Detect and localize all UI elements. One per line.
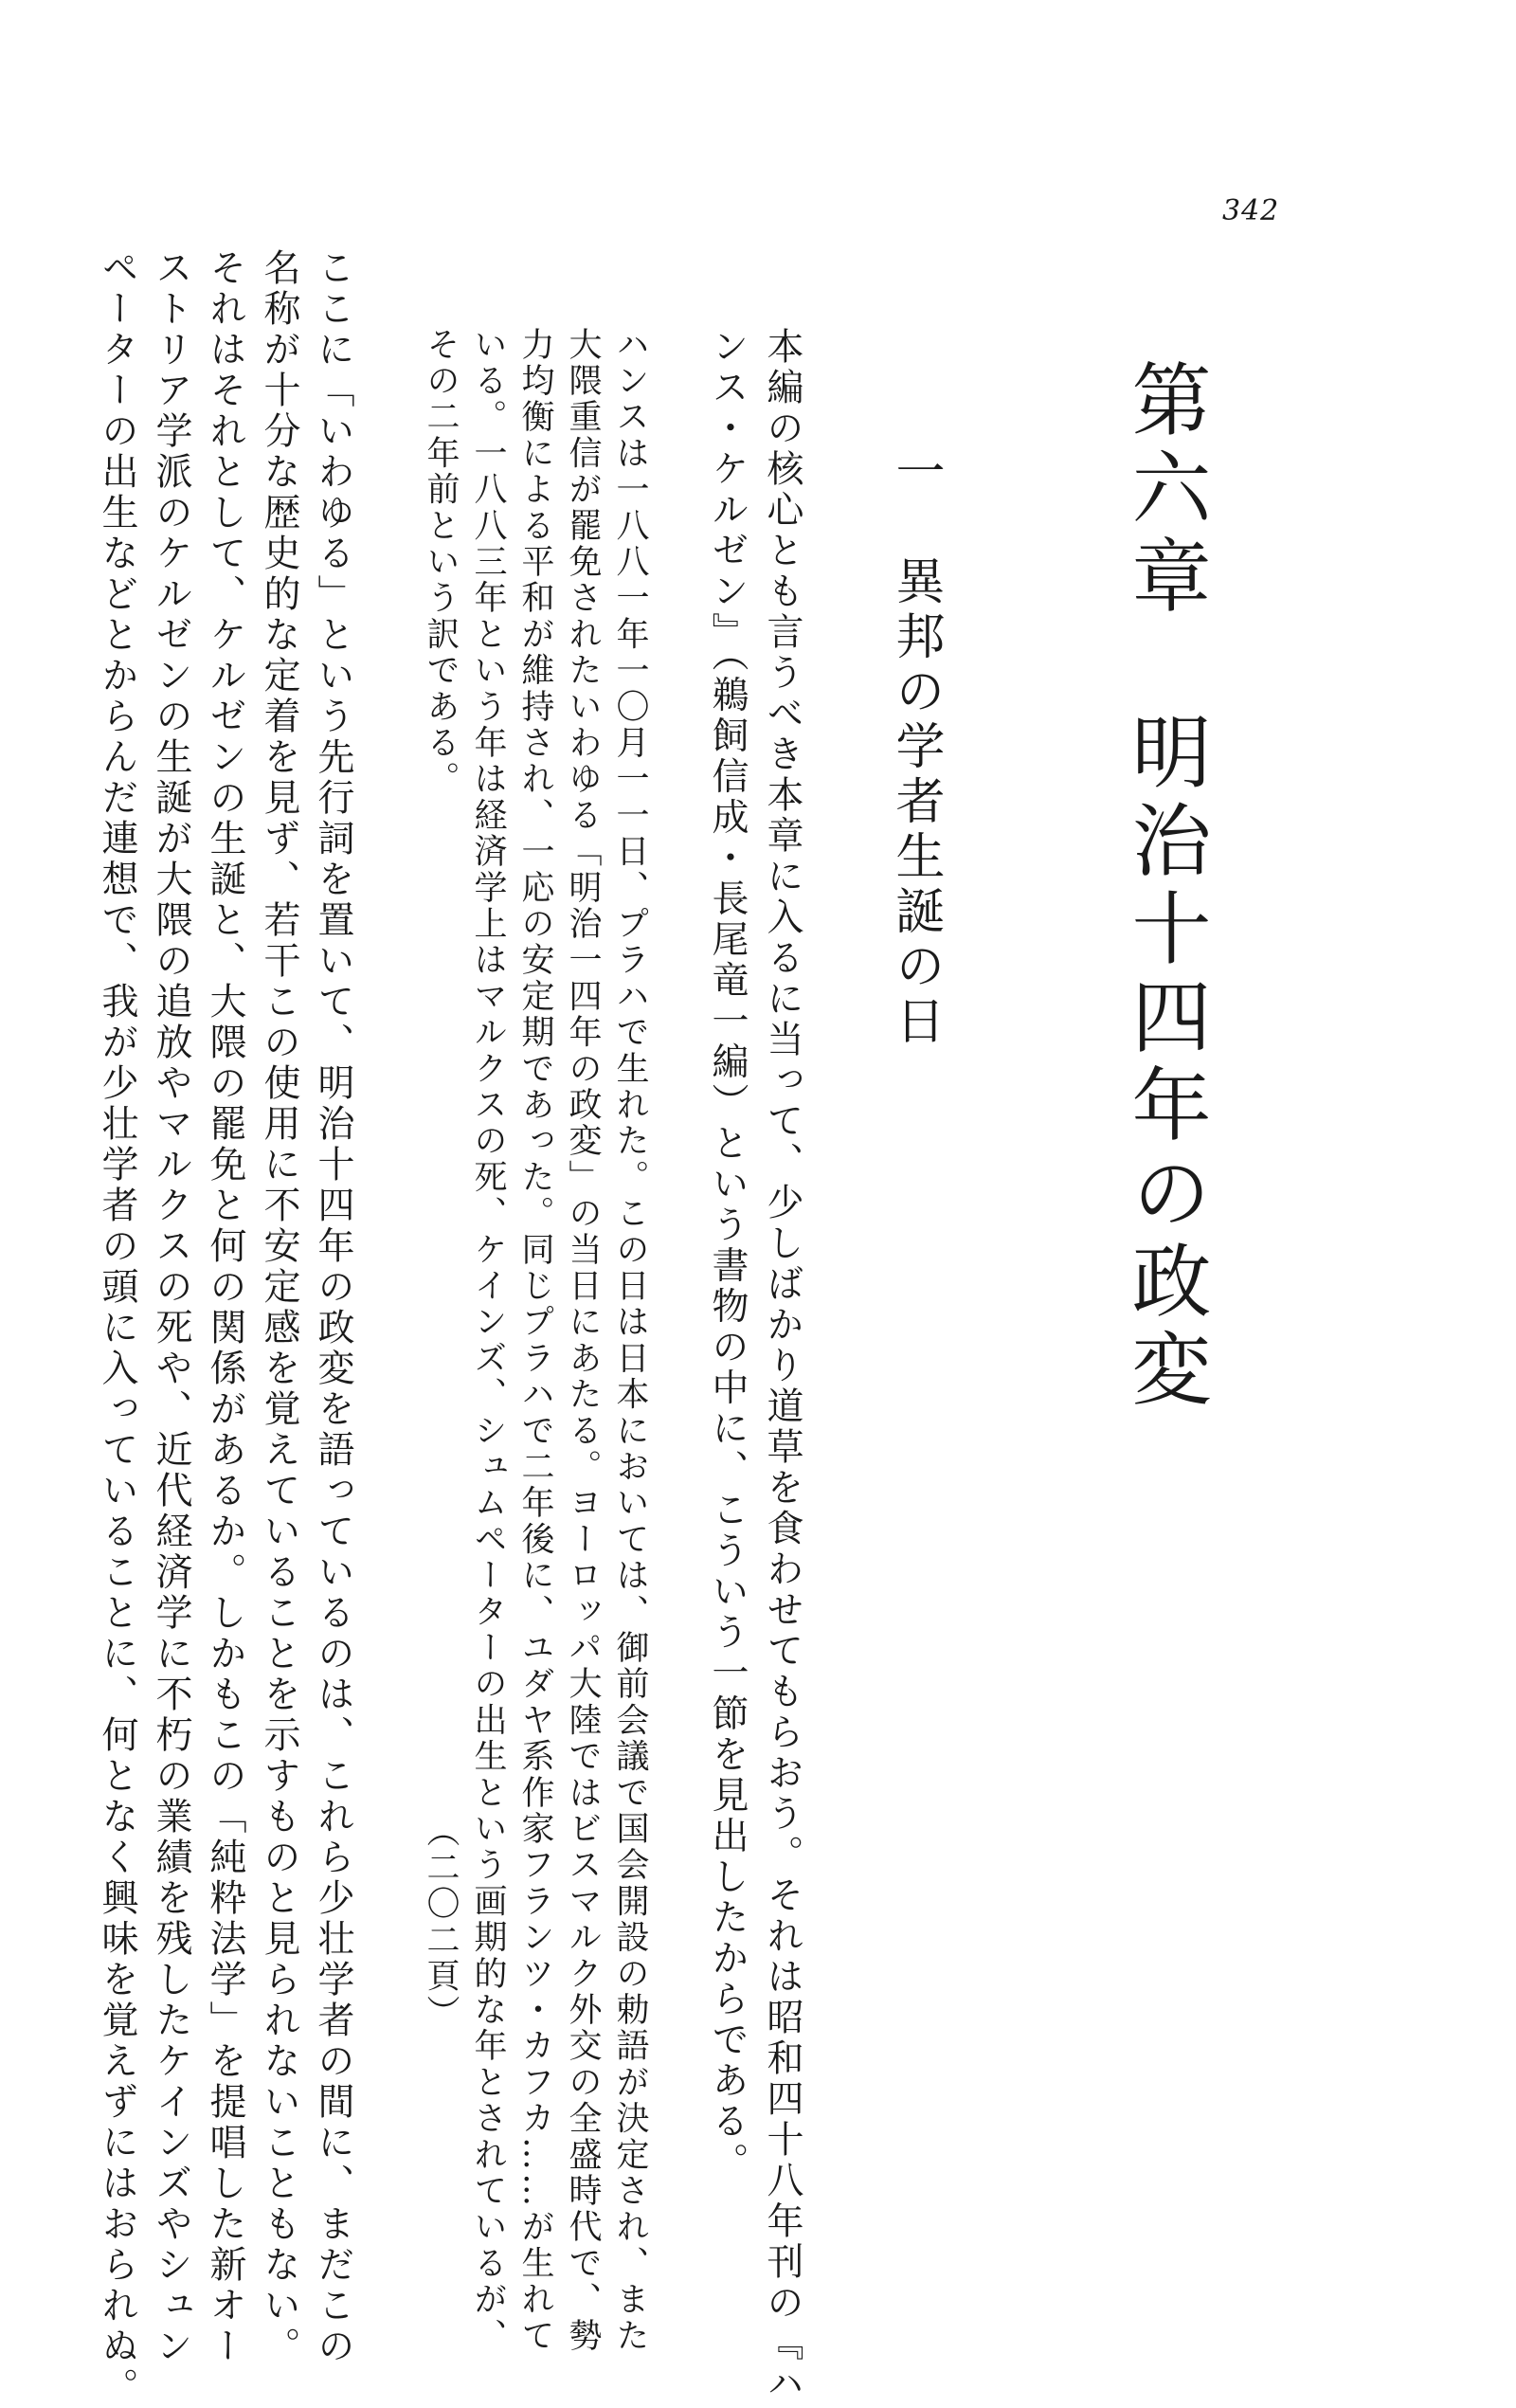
body-line: それはそれとして、ケルゼンの生誕と、大隈の罷免と何の関係があるか。しかもこの「純粋法学」を提唱した新オー <box>204 248 246 2367</box>
intro-line: 本編の核心とも言うべき本章に入るに当って、少しばかり道草を食わせてもらおう。それは昭和四十八年刊の『ハ <box>761 327 803 2405</box>
quote-line: いる。一八八三年という年は経済学上はマルクスの死、ケインズ、シュムペーターの出生という画期的な年とされているが、 <box>469 327 507 2355</box>
page-number: 342 <box>1222 194 1280 227</box>
quote-line: ハンスは一八八一年一〇月一一日、プラハで生れた。この日は日本においては、御前会議で国会開設の勅語が決定され、また <box>611 327 649 2355</box>
block-quote <box>417 327 654 2354</box>
quote-line: 大隈重信が罷免されたいわゆる「明治一四年の政変」の当日にあたる。ヨーロッパ大陸ではビスマルク外交の全盛時代で、勢 <box>564 327 602 2355</box>
intro-paragraph <box>699 327 809 2405</box>
body-line: ストリア学派のケルゼンの生誕が大隈の追放やマルクスの死や、近代経済学に不朽の業績を残したケインズやシュン <box>150 248 192 2367</box>
body-paragraph <box>90 248 360 2408</box>
body-line: ペーターの出生などとからんだ連想で、我が少壮学者の頭に入っていることに、何となく興味を覚えずにはおられぬ。 <box>96 248 138 2408</box>
quote-citation: （二〇二頁） <box>422 1813 460 2031</box>
intro-line: ンス・ケルゼン』（鵜飼信成・長尾竜一編）という書物の中に、こういう一節を見出したからである。 <box>706 327 749 2183</box>
quote-line: 力均衡による平和が維持され、一応の安定期であった。同じプラハで二年後に、ユダヤ系作家フランツ・カフカ……が生れて <box>516 327 554 2355</box>
quote-line-text: その二年前という訳である。 <box>422 327 460 798</box>
quote-line <box>417 327 464 2354</box>
chapter-title: 第六章 明治十四年の政変 <box>1119 358 1212 1416</box>
body-line: 名称が十分な歴史的な定着を見ず、若干この使用に不安定感を覚えていることを示すものと見られないこともない。 <box>258 248 300 2367</box>
body-line: ここに「いわゆる」という先行詞を置いて、明治十四年の政変を語っているのは、これら少壮学者の間に、まだこの <box>312 248 354 2367</box>
section-title: 一 異邦の学者生誕の日 <box>887 445 944 1050</box>
